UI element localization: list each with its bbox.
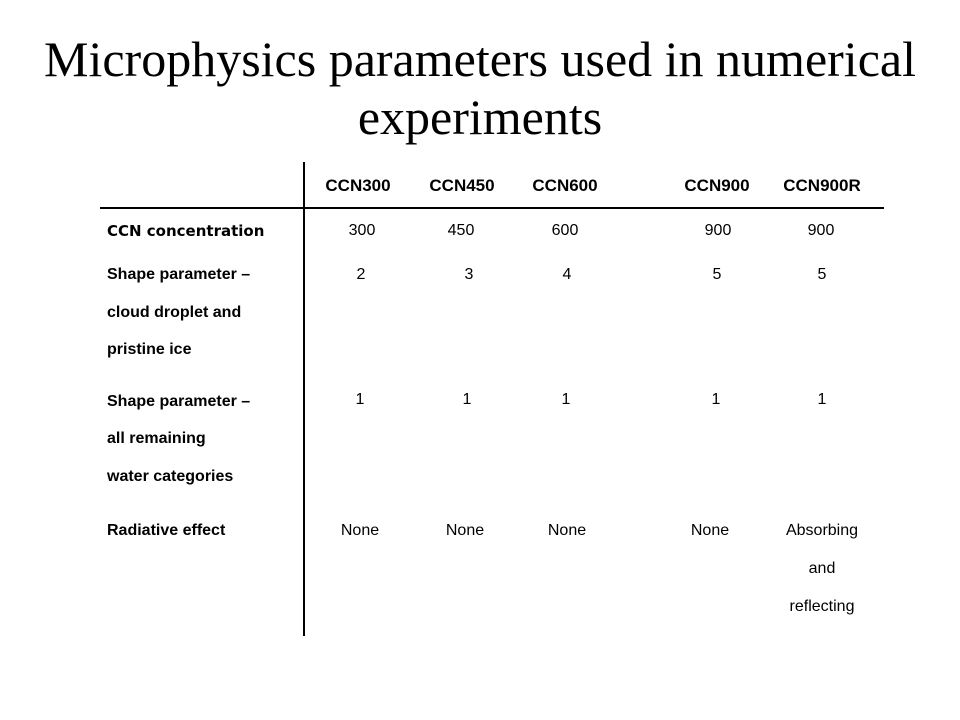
column-header-ccn900r: CCN900R [783,176,861,195]
column-header-ccn300: CCN300 [325,176,391,195]
table-cell: None [547,522,587,539]
row-label-line: Shape parameter – [107,393,251,410]
table-cell: 1 [561,391,571,408]
table-cell: 1 [355,391,365,408]
table-cell: 4 [562,266,572,283]
table-cell: 5 [712,266,722,283]
table-cell: and [808,560,836,577]
table-cell: 1 [817,391,827,408]
table-cell: 1 [462,391,472,408]
row-label-line: all remaining [107,430,206,447]
table-cell: 450 [447,222,475,239]
table-cell: 900 [704,222,732,239]
table-cell: None [340,522,380,539]
table-cell: reflecting [789,598,855,615]
column-header-ccn900: CCN900 [684,176,750,195]
table-cell: 5 [817,266,827,283]
table-cell: 600 [551,222,579,239]
table-vertical-divider [303,162,305,636]
row-label: Radiative effect [107,522,226,539]
table-cell: 900 [807,222,835,239]
table-cell: 1 [711,391,721,408]
table-cell: Absorbing [785,522,859,539]
row-label: CCN concentration [107,222,265,240]
table-header-divider [100,207,884,209]
table-cell: 2 [356,266,366,283]
table-cell: None [445,522,485,539]
row-label-line: cloud droplet and [107,304,242,321]
table-cell: 300 [348,222,376,239]
column-header-ccn600: CCN600 [532,176,598,195]
table-cell: None [690,522,730,539]
row-label-line: pristine ice [107,341,192,358]
row-label-line: water categories [107,468,234,485]
row-label-line: Shape parameter – [107,266,251,283]
column-header-ccn450: CCN450 [429,176,495,195]
page-title: Microphysics parameters used in numerical experiments [44,31,916,145]
table-cell: 3 [464,266,474,283]
